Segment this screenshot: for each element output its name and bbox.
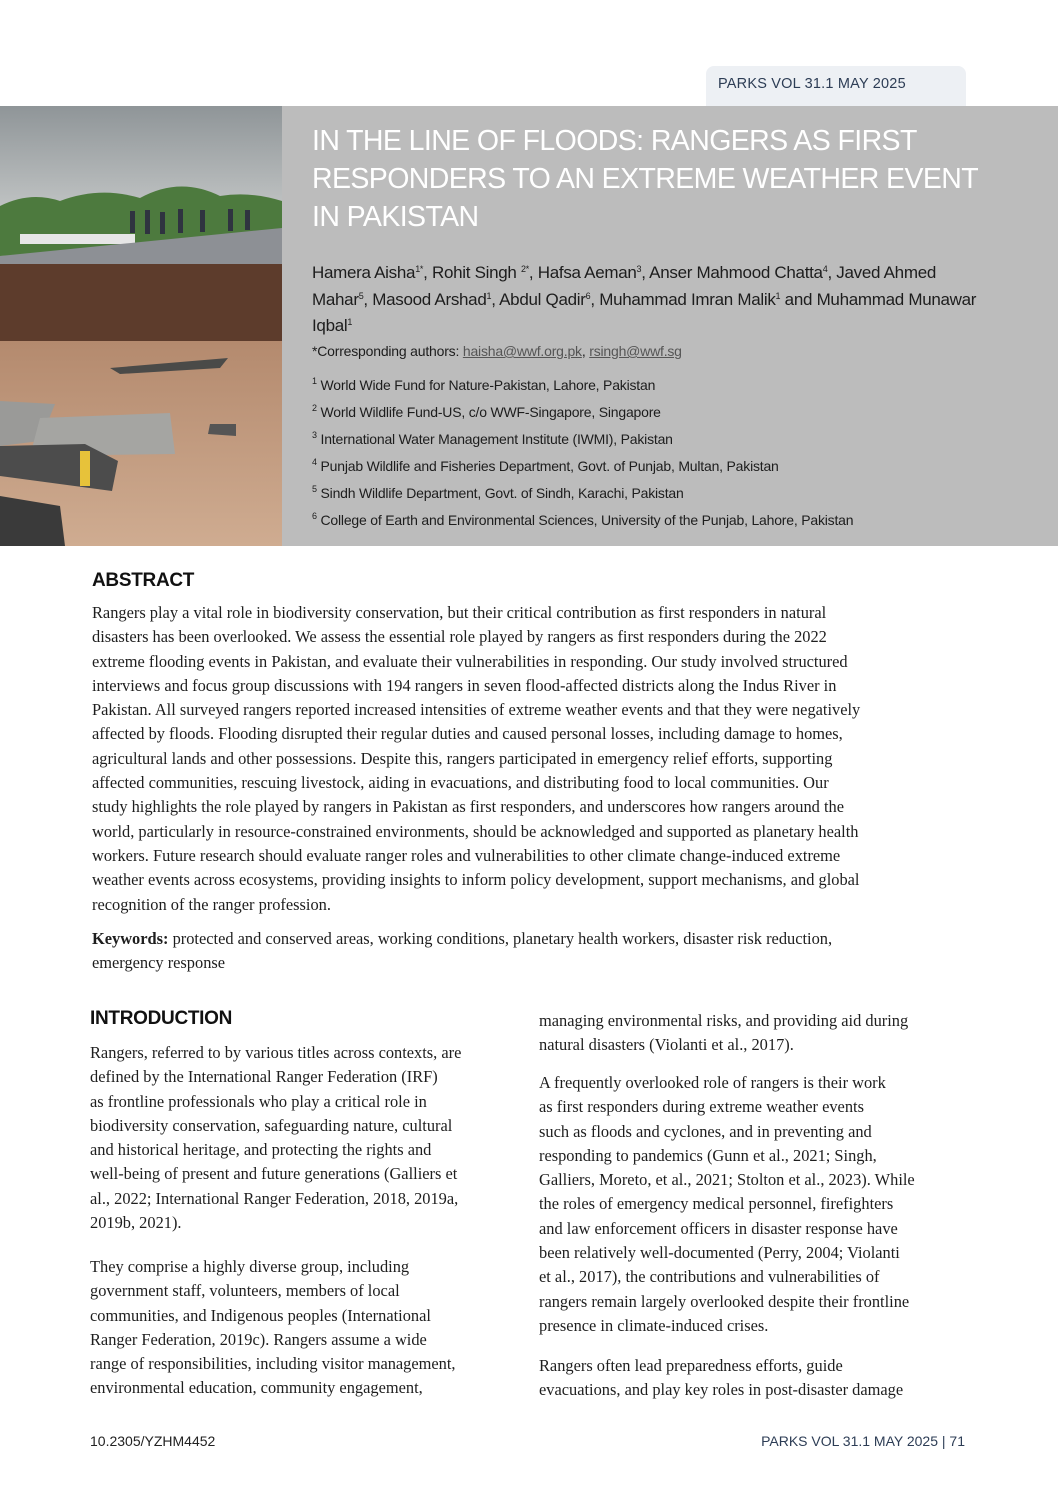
text-line: world, particularly in resource-constrained environments, should be acknowledged and supported as planetary health — [92, 821, 859, 841]
author-separator: , — [491, 289, 500, 309]
text-line: evacuations, and play key roles in post-disaster damage — [539, 1380, 904, 1400]
intro-paragraph — [90, 1255, 456, 1401]
text-line: et al., 2017), the contributions and vulnerabilities of — [539, 1267, 880, 1287]
keywords-text: protected and conserved areas, working conditions, planetary health workers, disaster risk reduction, — [168, 929, 833, 948]
text-line: weather events across ecosystems, providing insights to inform policy development, support mechanisms, and global — [92, 870, 860, 890]
author-name: Muhammad Munawar Iqbal — [312, 289, 977, 335]
text-line: interviews and focus group discussions with 194 rangers in seven flood-affected districts along the Indus River in — [92, 675, 837, 695]
author-affiliation-marker: 1 — [775, 290, 781, 301]
text-line: Ranger Federation, 2019c). Rangers assume a wide — [90, 1329, 427, 1349]
author-name: Javed Ahmed Mahar — [312, 263, 937, 309]
affiliation-text: World Wildlife Fund-US, c/o WWF-Singapore, Singapore — [320, 404, 661, 420]
author-affiliation-marker: 1* — [415, 264, 424, 274]
affiliation-number: 2 — [312, 403, 317, 413]
text-line: 2019b, 2021). — [90, 1213, 182, 1233]
text-line: disasters has been overlooked. We assess the essential role played by rangers as first responders during the 2022 — [92, 627, 827, 647]
keywords-label: Keywords: — [92, 929, 169, 948]
author-separator: , — [590, 289, 600, 309]
text-line: A frequently overlooked role of rangers is their work — [539, 1073, 886, 1092]
text-line: affected communities, rescuing livestock, aiding in evacuations, and distributing food to local communities. Our — [92, 773, 829, 793]
keywords-text: emergency response — [92, 953, 226, 973]
author-affiliation-marker: 1 — [486, 290, 492, 301]
text-line: Rangers, referred to by various titles across contexts, are — [90, 1043, 462, 1062]
text-line: communities, and Indigenous peoples (International — [90, 1305, 431, 1325]
author-affiliation-marker: 3 — [636, 264, 642, 274]
affiliation-text: World Wide Fund for Nature-Pakistan, Lahore, Pakistan — [320, 377, 656, 393]
author-separator: , — [423, 263, 432, 282]
affiliation-number: 1 — [312, 376, 317, 386]
affiliation-number: 6 — [312, 511, 317, 521]
text-line: as frontline professionals who play a critical role in — [90, 1091, 427, 1111]
author-name: Hamera Aisha — [312, 263, 416, 282]
text-line: agricultural lands and other possessions. Despite this, rangers participated in emergency relief efforts, supporting — [92, 748, 833, 768]
text-line: defined by the International Ranger Federation (IRF) — [90, 1067, 438, 1087]
article-title: IN THE LINE OF FLOODS: RANGERS AS FIRST RESPONDERS TO AN EXTREME WEATHER EVENT IN PAKISTAN — [312, 125, 978, 233]
affiliation-text: College of Earth and Environmental Sciences, University of the Punjab, Lahore, Pakistan — [320, 512, 854, 528]
author-affiliation-marker: 6 — [585, 290, 591, 301]
affiliation — [312, 478, 853, 505]
text-line: affected by floods. Flooding disrupted their regular duties and caused personal losses, including damage to homes, — [92, 724, 843, 744]
affiliation-number: 5 — [312, 484, 317, 494]
text-line: Pakistan. All surveyed rangers reported increased intensities of extreme weather events and that they were negatively — [92, 700, 861, 720]
affiliation-text: International Water Management Institute (IWMI), Pakistan — [320, 431, 673, 447]
text-line: and law enforcement officers in disaster response have — [539, 1218, 898, 1238]
text-line: Rangers play a vital role in biodiversity conservation, but their critical contribution as first responders in natural — [92, 603, 827, 622]
text-line: al., 2022; International Ranger Federation, 2018, 2019a, — [90, 1188, 459, 1208]
text-line: well-being of present and future generations (Galliers et — [90, 1164, 458, 1184]
author-name: Hafsa Aeman — [537, 263, 637, 282]
abstract-text — [92, 601, 860, 917]
text-line: range of responsibilities, including visitor management, — [90, 1354, 456, 1374]
affiliation-number: 3 — [312, 430, 317, 440]
email-link[interactable]: haisha@wwf.org.pk — [462, 343, 582, 359]
author-affiliation-marker: 1 — [347, 317, 353, 327]
text-line: natural disasters (Violanti et al., 2017). — [539, 1035, 794, 1055]
text-line: rangers remain largely overlooked despite their frontline — [539, 1291, 910, 1311]
author-affiliation-marker: 2* — [520, 264, 529, 274]
intro-paragraph — [539, 1009, 908, 1058]
footer-doi: 10.2305/YZHM4452 — [90, 1433, 216, 1449]
text-line: the roles of emergency medical personnel, firefighters — [539, 1194, 894, 1214]
affiliation — [312, 451, 853, 478]
text-line: as first responders during extreme weather events — [539, 1097, 864, 1117]
footer-page-number: PARKS VOL 31.1 MAY 2025 | 71 — [761, 1433, 965, 1449]
affiliation-text: Punjab Wildlife and Fisheries Department, Govt. of Punjab, Multan, Pakistan — [320, 458, 779, 474]
email-link[interactable]: rsingh@wwf.sg — [589, 343, 682, 359]
journal-issue-tab: PARKS VOL 31.1 MAY 2025 — [706, 66, 966, 106]
text-line: and historical heritage, and protecting the rights and — [90, 1140, 432, 1160]
flood-damaged-road-photo — [0, 106, 282, 546]
author-name: Masood Arshad — [372, 289, 487, 309]
text-line: workers. Future research should evaluate ranger roles and vulnerabilities to other climate change-induced extreme — [92, 845, 841, 865]
author-separator: , — [363, 289, 373, 309]
text-line: managing environmental risks, and providing aid during — [539, 1011, 909, 1030]
text-line: biodiversity conservation, safeguarding nature, cultural — [90, 1115, 453, 1135]
author-separator: , — [641, 263, 650, 282]
corresponding-authors: *Corresponding authors: haisha@wwf.org.pk, rsingh@wwf.sg — [312, 343, 682, 359]
text-line: They comprise a highly diverse group, including — [90, 1257, 410, 1276]
author-list — [312, 258, 992, 338]
intro-paragraph — [90, 1041, 461, 1235]
affiliation — [312, 424, 853, 451]
text-line: Galliers, Moreto, et al., 2021; Stolton et al., 2023). While — [539, 1170, 915, 1190]
affiliation — [312, 397, 853, 424]
affiliation-list — [312, 370, 853, 532]
author-affiliation-marker: 4 — [822, 264, 828, 274]
corresponding-label: *Corresponding authors: — [312, 343, 463, 359]
abstract-heading: ABSTRACT — [92, 570, 195, 591]
text-line: presence in climate-induced crises. — [539, 1315, 769, 1335]
author-name: Muhammad Imran Malik — [599, 289, 776, 309]
author-separator: and — [780, 289, 817, 309]
affiliation — [312, 505, 853, 532]
text-line: responding to pandemics (Gunn et al., 2021; Singh, — [539, 1145, 877, 1165]
keywords — [92, 927, 832, 976]
text-line: study highlights the role played by rangers in Pakistan as first responders, and underscores how rangers around the — [92, 797, 844, 817]
author-name: Abdul Qadir — [499, 289, 586, 309]
text-line: Rangers often lead preparedness efforts, guide — [539, 1356, 843, 1375]
affiliation — [312, 370, 853, 397]
introduction-heading: INTRODUCTION — [90, 1008, 233, 1029]
text-line: recognition of the ranger profession. — [92, 894, 331, 914]
intro-paragraph — [539, 1354, 903, 1403]
affiliation-text: Sindh Wildlife Department, Govt. of Sindh, Karachi, Pakistan — [320, 485, 684, 501]
author-affiliation-marker: 5 — [358, 290, 364, 301]
text-line: been relatively well-documented (Perry, 2004; Violanti — [539, 1243, 900, 1263]
text-line: environmental education, community engagement, — [90, 1378, 423, 1398]
text-line: such as floods and cyclones, and in preventing and — [539, 1121, 872, 1141]
author-name: Rohit Singh — [431, 263, 521, 282]
author-separator: , — [827, 263, 837, 282]
intro-paragraph — [539, 1071, 915, 1338]
text-line: extreme flooding events in Pakistan, and evaluate their vulnerabilities in responding. Our study involved structured — [92, 651, 848, 671]
author-separator: , — [528, 263, 538, 282]
text-line: government staff, volunteers, members of local — [90, 1281, 400, 1301]
affiliation-number: 4 — [312, 457, 317, 467]
author-name: Anser Mahmood Chatta — [649, 263, 823, 282]
